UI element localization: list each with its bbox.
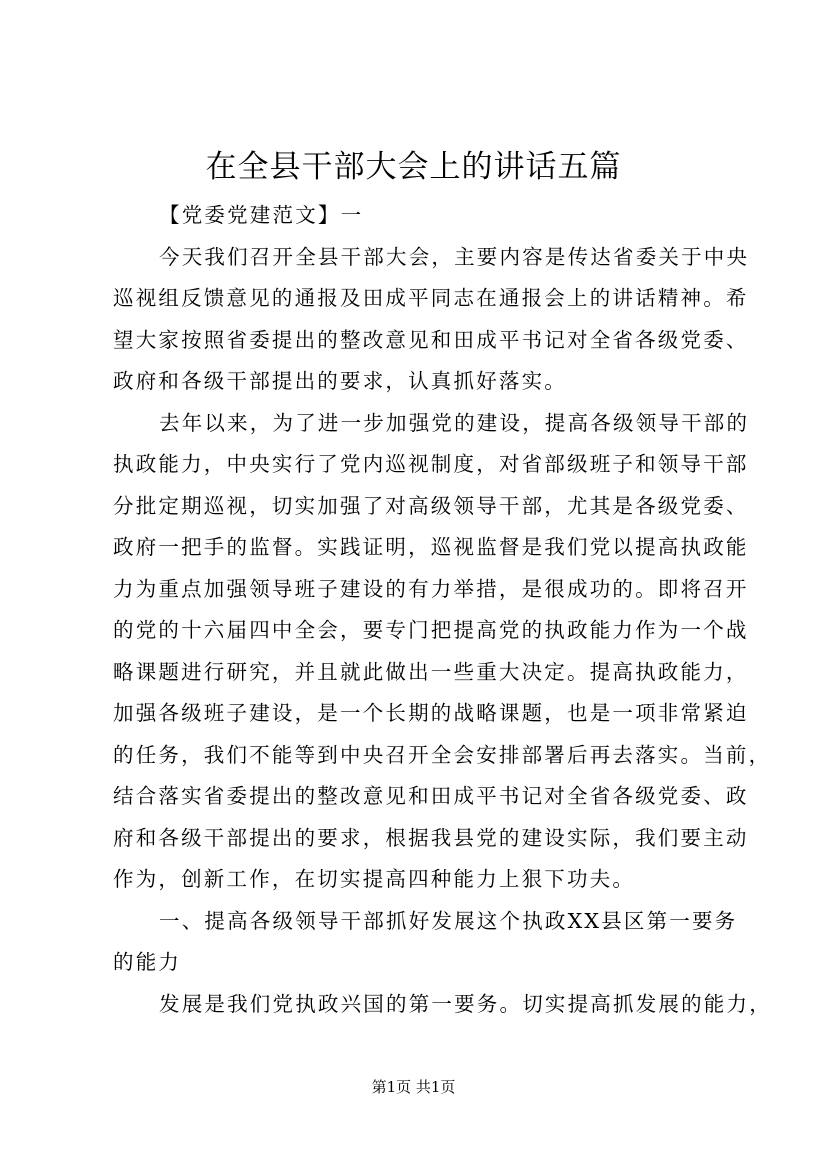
paragraph-line: 府和各级干部提出的要求，根据我县党的建设实际，我们要主动 <box>113 825 749 850</box>
paragraph-line: 作为，创新工作，在切实提高四种能力上狠下功夫。 <box>113 867 636 891</box>
paragraph-line: 望大家按照省委提出的整改意见和田成平书记对全省各级党委、 <box>113 327 749 352</box>
paragraph-line: 力为重点加强领导班子建设的有力举措，是很成功的。即将召开 <box>113 576 749 601</box>
page-footer: 第1页 共1页 <box>371 1078 456 1096</box>
paragraph-line: 加强各级班子建设，是一个长期的战略课题，也是一项非常紧迫 <box>113 701 749 725</box>
paragraph-line: 发展是我们党执政兴国的第一要务。切实提高抓发展的能力， <box>159 991 772 1016</box>
paragraph-line: 的任务，我们不能等到中央召开全会安排部署后再去落实。当前， <box>113 742 772 767</box>
section-tag-line: 【党委党建范文】一 <box>159 203 364 227</box>
paragraph-line: 的党的十六届四中全会，要专门把提高党的执政能力作为一个战 <box>113 618 749 642</box>
section-heading-line: 一、提高各级领导干部抓好发展这个执政XX县区第一要务 <box>159 908 738 933</box>
section-heading-line: 的能力 <box>113 950 182 974</box>
document-body <box>113 195 772 1025</box>
paragraph-line: 分批定期巡视，切实加强了对高级领导干部，尤其是各级党委、 <box>113 493 749 518</box>
paragraph-line: 执政能力，中央实行了党内巡视制度，对省部级班子和领导干部 <box>113 452 749 476</box>
paragraph-line: 略课题进行研究，并且就此做出一些重大决定。提高执政能力， <box>113 659 749 684</box>
document-title: 在全县干部大会上的讲话五篇 <box>205 149 622 185</box>
paragraph-line: 政府一把手的监督。实践证明，巡视监督是我们党以提高执政能 <box>113 535 749 559</box>
paragraph-line: 政府和各级干部提出的要求，认真抓好落实。 <box>113 369 567 393</box>
paragraph-line: 巡视组反馈意见的通报及田成平同志在通报会上的讲话精神。希 <box>113 286 749 310</box>
paragraph-line: 今天我们召开全县干部大会，主要内容是传达省委关于中央 <box>159 244 750 269</box>
paragraph-line: 去年以来，为了进一步加强党的建设，提高各级领导干部的 <box>159 410 750 435</box>
paragraph-line: 结合落实省委提出的整改意见和田成平书记对全省各级党委、政 <box>113 784 749 808</box>
